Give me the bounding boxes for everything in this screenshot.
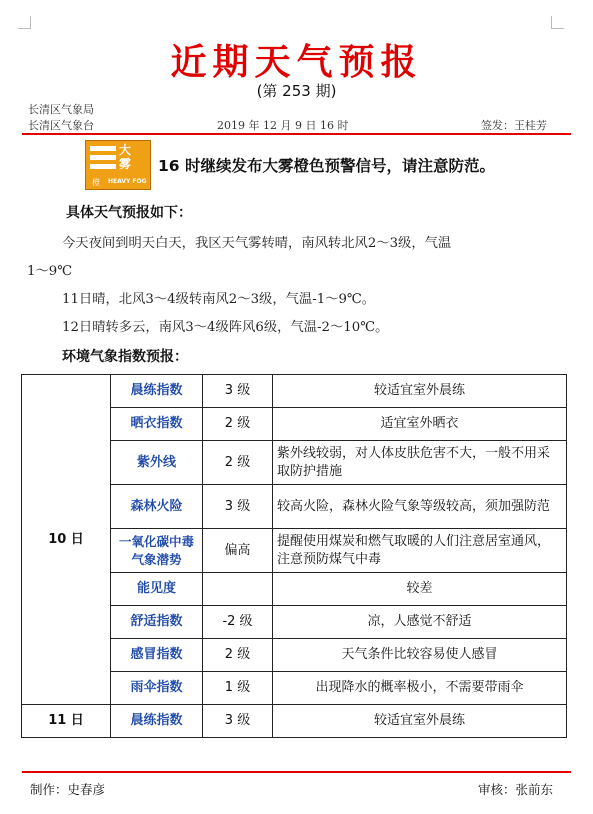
forecast-line-2: 11日晴，北风3～4级转南风2～3级，气温-1～9℃。 — [62, 292, 376, 307]
warning-headline: 16 时继续发布大雾橙色预警信号，请注意防范。 — [158, 157, 495, 175]
station-name: 长清区气象台 — [28, 119, 94, 132]
forecast-line-3: 12日晴转多云，南风3～4级阵风6级，气温-2～10℃。 — [62, 320, 389, 335]
indices-table — [21, 374, 567, 738]
index-name: 紫外线 — [111, 441, 203, 485]
index-name: 雨伞指数 — [111, 672, 203, 705]
footer-rule — [22, 771, 571, 773]
page-title: 近期天气预报 — [170, 42, 423, 83]
index-name: 晒衣指数 — [111, 408, 203, 441]
index-desc: 较差 — [273, 573, 567, 606]
index-desc: 提醒使用煤炭和燃气取暖的人们注意居室通风，注意预防煤气中毒 — [273, 529, 567, 573]
day-cell-11: 11 日 — [22, 705, 111, 738]
heavy-fog-orange-signal-icon: 大雾 橙 HEAVY FOG — [85, 140, 151, 190]
table-row — [22, 705, 567, 738]
maker: 制作：史春彦 — [30, 782, 106, 797]
index-name: 感冒指数 — [111, 639, 203, 672]
indices-heading: 环境气象指数预报： — [62, 349, 188, 365]
forecast-line-1-cont: 1～9℃ — [27, 264, 73, 279]
index-level: 2 级 — [203, 639, 273, 672]
index-desc: 较适宜室外晨练 — [273, 705, 567, 738]
table-row — [22, 375, 567, 408]
index-desc: 较高火险，森林火险气象等级较高，须加强防范 — [273, 485, 567, 529]
index-level: 2 级 — [203, 408, 273, 441]
forecast-line-1: 今天夜间到明天白天，我区天气雾转晴，南风转北风2～3级，气温 — [62, 236, 452, 251]
day-cell-10: 10 日 — [22, 375, 111, 705]
index-level: 3 级 — [203, 705, 273, 738]
index-level: 1 级 — [203, 672, 273, 705]
issue-datetime: 2019 年 12 月 9 日 16 时 — [217, 119, 349, 132]
index-name: 森林火险 — [111, 485, 203, 529]
index-desc: 凉，人感觉不舒适 — [273, 606, 567, 639]
index-desc: 出现降水的概率极小，不需要带雨伞 — [273, 672, 567, 705]
index-desc: 天气条件比较容易使人感冒 — [273, 639, 567, 672]
index-name: 晨练指数 — [111, 705, 203, 738]
index-name: 舒适指数 — [111, 606, 203, 639]
index-level — [203, 573, 273, 606]
index-level: 3 级 — [203, 485, 273, 529]
reviewer: 审核：张前东 — [478, 782, 554, 797]
corner-mark-top-right — [551, 16, 564, 29]
index-level: 偏高 — [203, 529, 273, 573]
index-name: 一氧化碳中毒气象潜势 — [111, 529, 203, 573]
index-desc: 较适宜室外晨练 — [273, 375, 567, 408]
bureau-name: 长清区气象局 — [28, 103, 94, 116]
forecast-heading: 具体天气预报如下： — [66, 205, 192, 221]
signer: 签发：王桂芳 — [481, 119, 547, 132]
index-desc: 适宜室外晒衣 — [273, 408, 567, 441]
header-rule — [22, 133, 571, 135]
index-level: 3 级 — [203, 375, 273, 408]
corner-mark-top-left — [18, 16, 31, 29]
index-level: -2 级 — [203, 606, 273, 639]
index-name: 能见度 — [111, 573, 203, 606]
index-desc: 紫外线较弱，对人体皮肤危害不大，一般不用采取防护措施 — [273, 441, 567, 485]
issue-number: (第 253 期) — [256, 82, 337, 100]
index-level: 2 级 — [203, 441, 273, 485]
index-name: 晨练指数 — [111, 375, 203, 408]
